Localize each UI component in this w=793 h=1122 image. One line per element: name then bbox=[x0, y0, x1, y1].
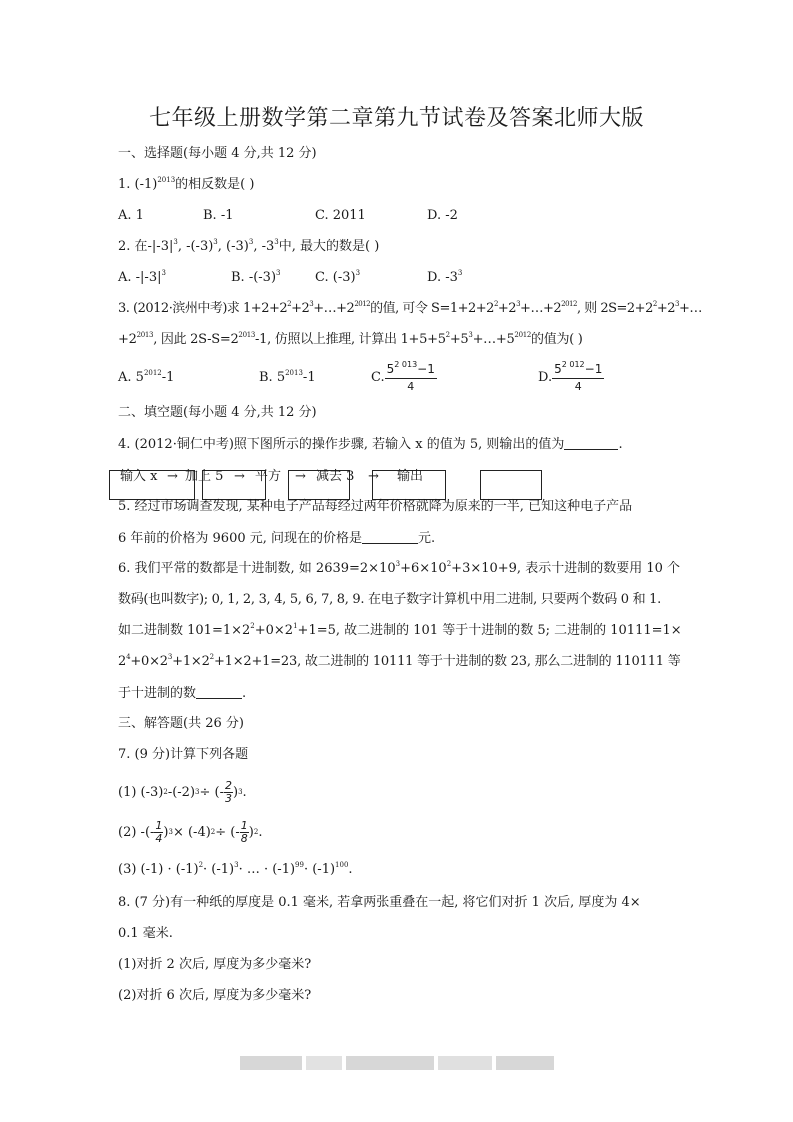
q1-option-c: C. 2011 bbox=[315, 208, 366, 223]
flow-step-output: 输出 bbox=[397, 469, 424, 484]
q2-option-c: C. $(-3)^3$ bbox=[315, 268, 361, 285]
question-7-heading: 7. (9 分)计算下列各题 bbox=[118, 747, 249, 762]
q1-option-d: D. -2 bbox=[427, 208, 458, 223]
question-7-part-1: (1) (-3) $^2$ -(-2) $^3$ ÷ (- $\frac{2}{3}$ ) $^3$ . bbox=[118, 779, 247, 805]
question-3-line-1: 3. (2012·滨州中考)求 $1+2+2^2+2^3+\dots+2^{2012}$的值, 可令 $S=1+2+2^2+2^3+\dots+2^{2012}$, 则 $2S=2+2^2+2^3+\dots$ bbox=[118, 299, 702, 316]
flow-step-add: 加上 5 bbox=[185, 469, 224, 484]
question-2: 2. 在$-|-3|^3$, $-(-3)^3$, $(-3)^3$, $-3^3$中, 最大的数是( ) bbox=[118, 237, 380, 254]
question-1: 1. $(-1)^{2013}$的相反数是( ) bbox=[118, 175, 255, 192]
question-6-line-1: 6. 我们平常的数都是十进制数, 如 $2639=2\times 10^3+6\times 10^2+3\times 10+9$, 表示十进制的数要用 10 个 bbox=[118, 559, 681, 576]
question-8-line-1: 8. (7 分)有一种纸的厚度是 0.1 毫米, 若拿两张重叠在一起, 将它们对折 1 次后, 厚度为 4× bbox=[118, 895, 641, 910]
flow-step-input: 输入 x bbox=[120, 469, 158, 484]
section-heading-solve: 三、解答题(共 26 分) bbox=[118, 716, 244, 731]
flow-box-empty bbox=[480, 470, 542, 500]
q2-option-d: D. $-3^3$ bbox=[427, 268, 463, 285]
q3-option-d: D. $\frac{5^{2 012}-1}{4}$ bbox=[538, 360, 603, 393]
arrow-right-icon: → bbox=[167, 469, 178, 484]
fraction-one-quarter: $\frac{1}{4}$ bbox=[155, 819, 163, 845]
section-heading-fill: 二、填空题(每小题 4 分,共 12 分) bbox=[118, 405, 317, 420]
q3-option-c: C. $\frac{5^{2 013}-1}{4}$ bbox=[371, 360, 435, 393]
arrow-right-icon: → bbox=[295, 469, 306, 484]
question-6-line-2: 数码(也叫数字); 0, 1, 2, 3, 4, 5, 6, 7, 8, 9. 在电子数字计算机中用二进制, 只要两个数码 0 和 1. bbox=[118, 592, 661, 607]
arrow-right-icon: → bbox=[368, 469, 379, 484]
q1-option-a: A. 1 bbox=[118, 208, 144, 223]
q3-option-c-fraction: $\frac{5^{2 013}-1}{4}$ bbox=[386, 360, 435, 393]
q2-option-a: A. $-|-3|^3$ bbox=[118, 268, 166, 285]
question-8-part-2: (2)对折 6 次后, 厚度为多少毫米? bbox=[118, 988, 312, 1003]
question-7-part-2: (2) -(- $\frac{1}{4}$ ) $^3$ × (-4) $^2$ ÷ (- $\frac{1}{8}$ ) $^2$ . bbox=[118, 819, 263, 845]
q3-option-d-fraction: $\frac{5^{2 012}-1}{4}$ bbox=[554, 360, 603, 393]
question-8-part-1: (1)对折 2 次后, 厚度为多少毫米? bbox=[118, 957, 312, 972]
question-5-line-1: 5. 经过市场调查发现, 某种电子产品每经过两年价格就降为原来的一半, 已知这种电子产品 bbox=[118, 499, 633, 514]
arrow-right-icon: → bbox=[234, 469, 245, 484]
q3-option-b: B. $5^{2013}-1$ bbox=[259, 368, 316, 385]
question-8-line-2: 0.1 毫米. bbox=[118, 926, 173, 941]
q2-option-b: B. $-(-3)^3$ bbox=[231, 268, 281, 285]
question-6-line-3: 如二进制数 $101=1\times 2^2+0\times 2^1+1=5$, 故二进制的 101 等于十进制的数 5; 二进制的 10111=1× bbox=[118, 621, 682, 638]
question-7-part-3: (3) $(-1) \cdot (-1)^2\cdot (-1)^3\cdot$ … · $(-1)^{99}\cdot (-1)^{100}$. bbox=[118, 860, 353, 877]
q4-answer-blank bbox=[564, 436, 618, 450]
question-3-line-2: $+2^{2013}$, 因此 $2S-S=2^{2013}-1$, 仿照以上推理, 计算出 $1+5+5^2+5^3+\dots+5^{2012}$的值为( ) bbox=[118, 330, 583, 347]
question-6-line-4: $2^4+0\times 2^3+1\times 2^2+1\times 2+1=23$, 故二进制的 10111 等于十进制的数 23, 那么二进制的 110111 等 bbox=[118, 652, 681, 669]
q3-option-a: A. $5^{2012}-1$ bbox=[118, 368, 175, 385]
question-5-line-2: 6 年前的价格为 9600 元, 问现在的价格是 元. bbox=[118, 531, 436, 546]
fraction-two-thirds: $\frac{2}{3}$ bbox=[225, 779, 232, 805]
question-6-line-5: 于十进制的数 . bbox=[118, 686, 247, 701]
flow-step-square: 平方 bbox=[255, 469, 282, 484]
document-title: 七年级上册数学第二章第九节试卷及答案北师大版 bbox=[148, 106, 644, 131]
q1-option-b: B. -1 bbox=[203, 208, 234, 223]
fraction-one-eighth: $\frac{1}{8}$ bbox=[240, 819, 248, 845]
q6-answer-blank bbox=[196, 685, 242, 699]
question-4: 4. (2012·铜仁中考)照下图所示的操作步骤, 若输入 x 的值为 5, 则输出的值为 . bbox=[118, 437, 623, 452]
flow-step-subtract: 减去 3 bbox=[316, 469, 355, 484]
section-heading-choice: 一、选择题(每小题 4 分,共 12 分) bbox=[118, 146, 317, 161]
q5-answer-blank bbox=[362, 530, 418, 544]
